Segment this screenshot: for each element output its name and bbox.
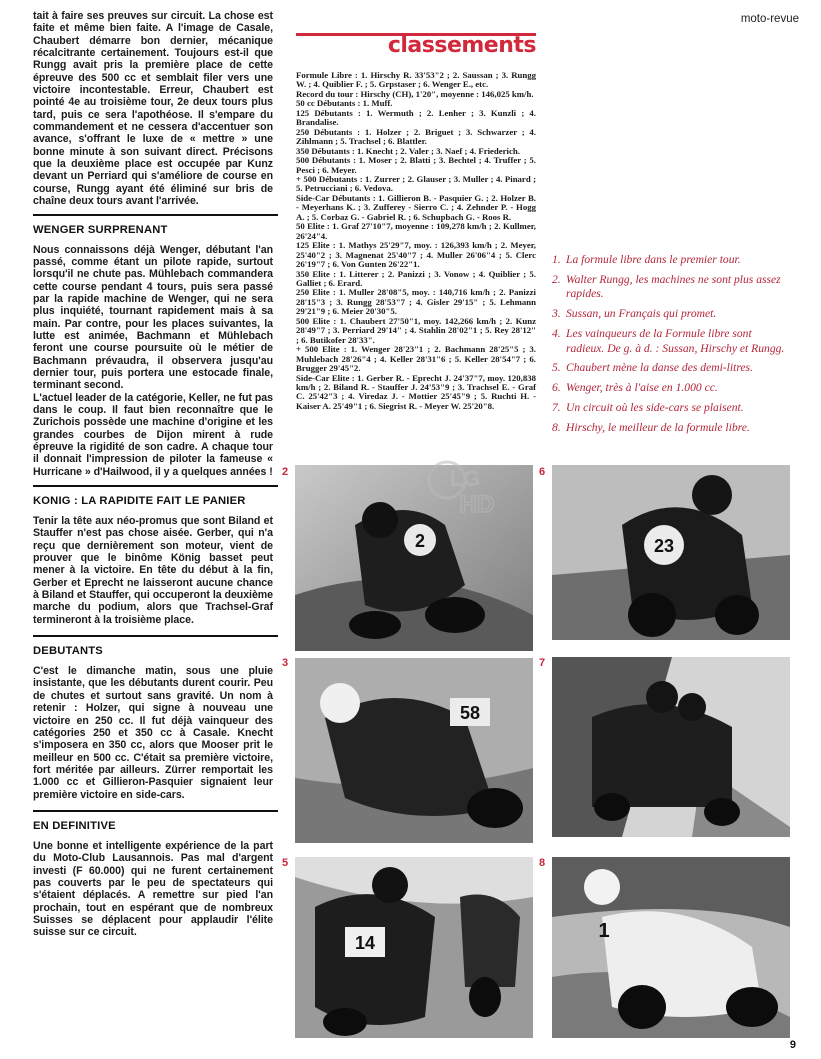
photo-number: 2 (282, 466, 289, 478)
caption-text: Hirschy, le meilleur de la formule libre. (566, 421, 750, 435)
watermark-graphic (425, 458, 505, 516)
section-paragraph: Une bonne et intelligente expérience de la part du Moto-Club Lausannois. Pas mal d'argent investi (F 60.000) qui ne furent certainement pas couverts par le peu de spectateurs qui s'étaient déplacés. A remettre sur pied l'an prochain, tout en espérant que de nombreux Suisses se déplacent pour applaudir l'élite suisse sur ce circuit. (33, 839, 273, 939)
caption-text: Un circuit où les side-cars se plaisent. (566, 401, 744, 415)
page-number: 9 (789, 1039, 796, 1051)
photo-image (295, 658, 533, 843)
caption-text: Les vainqueurs de la Formule libre sont radieux. De g. à d. : Sussan, Hirschy et Rungg. (566, 327, 785, 355)
photo-image (552, 465, 790, 640)
caption-text: Sussan, un Français qui promet. (566, 307, 717, 321)
caption-item (552, 401, 787, 415)
photo-group-5 (295, 857, 533, 1038)
classements-title: classements (387, 33, 536, 58)
photo-rider-3 (295, 658, 533, 843)
section-title: EN DEFINITIVE (33, 819, 116, 832)
race-number: 2 (414, 531, 426, 551)
result-entry: Record du tour : Hirschy (CH), 1'20", moyenne : 146,025 km/h. (296, 88, 534, 99)
caption-text: La formule libre dans le premier tour. (566, 253, 741, 266)
caption-number: 4. (552, 327, 561, 341)
intro-paragraph: tait à faire ses preuves sur circuit. La chose est faite et même bien faite. A l'image de Casale, Chaubert démarre bon dernier, mécanique récalcitrante certainement. Toujours est-il que Rungg avait pris la première place de cette épreuve des 500 cc et semblait filer vers une victoire incontestable. Erreur, Chaubert est pointé 4e au troisième tour, 2e deux tours plus tard, puis ce sera l'apothéose. Il s'empare du commandement et ne cessera d'accentuer son avance, s'offrant le luxe de « mettre » une bonne minute à son suivant direct. Précisons que la deuxième place est occupée par Kunz devant un Perriard qui s'améliore de course en course, Rungg ayant été éliminé sur bris de chaîne deux tours avant l'arrivée. (33, 10, 273, 208)
caption-item (552, 361, 787, 375)
result-entry: 125 Débutants : 1. Wermuth ; 2. Lenher ; 3. Kunzli ; 4. Brandalise. (296, 107, 536, 128)
caption-number: 7. (552, 401, 561, 415)
result-entry: 500 Débutants : 1. Moser ; 2. Blatti ; 3. Bechtel ; 4. Truffer ; 5. Pesci ; 6. Meyer. (296, 155, 536, 175)
photo-rider-6 (552, 465, 790, 640)
race-number: 1 (598, 920, 610, 942)
section-divider (33, 635, 278, 637)
section-divider (33, 810, 278, 812)
result-entry: Side-Car Débutants : 1. Gillieron B. - Pasquier G. ; 2. Holzer B. - Meyerhans K. ; 3. Zufferey - Sierro C. ; 4. Zehnder P. - Hogg A. ; 5. Corbaz G. - Gabriel R. ; 6. Schupbach G. - Roos R. (296, 192, 536, 222)
section-title: WENGER SURPRENANT (33, 223, 168, 236)
caption-number: 6. (552, 381, 561, 395)
magazine-name: moto-revue (740, 13, 799, 25)
article-column (33, 10, 273, 939)
result-entry: 50 cc Débutants : 1. Muff. (296, 98, 393, 109)
section-paragraph: Nous connaissons déjà Wenger, débutant l'an passé, comme étant un pilote rapide, surtout lorsqu'il ne chute pas. Mühlebach commandera cette course pendant 4 tours, puis sera passé par la rapide machine de Wenger, qui ne sera plus inquiété, tournant rapidement mais à sa main. Par contre, pour les places suivantes, la lutte est animée, Bachmann et Mühlebach feront une course poursuite où le métier de Bachmann prévaudra, il observera jusqu'au dernier tour, puis portera une estocade finale, terminant second. (33, 243, 273, 392)
photo-number: 6 (539, 466, 546, 478)
caption-text: Wenger, très à l'aise en 1.000 cc. (566, 381, 718, 395)
result-entry: 250 Elite : 1. Muller 28'08"5, moy. : 140,716 km/h ; 2. Panizzi 28'15"3 ; 3. Rungg 28'53"7 ; 4. Gisler 29'15" ; 5. Lehmann 29'21"9 ; 6. Meier 20'30"5. (296, 287, 536, 317)
photo-captions (552, 253, 787, 441)
watermark-logo (425, 458, 505, 516)
result-entry: 350 Elite : 1. Litterer ; 2. Panizzi ; 3. Vonow ; 4. Quiblier ; 5. Galliet ; 6. Erard. (296, 268, 536, 288)
classements-header (296, 33, 536, 58)
results-list (296, 71, 536, 411)
result-entry: Formule Libre : 1. Hirschy R. 33'53"2 ; 2. Saussan ; 3. Rungg W. ; 4. Quiblier F. ; 5. Grpstaser ; 6. Wenger E., etc. (296, 70, 536, 90)
section-paragraph: C'est le dimanche matin, sous une pluie insistante, que les débutants durent courir. Peu de chutes et surtout sans gravité. Un nom à retenir : Holzer, qui signe à nouveau une victoire en 250 cc. Il fut déjà vainqueur des catégories 250 et 350 cc à Casale. Knecht s'imposera en 350 cc, alors que Mooser prit le meilleur en 500 cc. C'était sa première victoire, fort méritée par ailleurs. Zürrer remportait les 1.000 cc et Gillieron-Pasquier signaient leur première victoire en side-cars. (33, 665, 273, 801)
caption-number: 5. (552, 361, 561, 375)
section-divider (33, 485, 278, 487)
race-number: 58 (459, 703, 481, 723)
caption-item (552, 273, 787, 302)
caption-number: 3. (552, 307, 561, 321)
caption-item (552, 421, 787, 435)
result-entry: 125 Elite : 1. Mathys 25'29"7, moy. : 126,393 km/h ; 2. Meyer, 25'40"2 ; 3. Magnenat 25'40"7 ; 4. Muller 26'06"4 ; 5. Clerc 26'19"7 ; 6. Von Gunten 26'22"1. (296, 240, 536, 270)
section-title: KONIG : LA RAPIDITE FAIT LE PANIER (33, 495, 246, 508)
photo-image (552, 857, 790, 1038)
photo-number: 7 (539, 657, 546, 669)
result-entry: 50 Elite : 1. Graf 27'10"7, moyenne : 109,278 km/h ; 2. Kullmer, 26'24"4. (296, 221, 536, 241)
caption-item (552, 327, 787, 356)
photo-number: 8 (539, 857, 546, 869)
result-entry: + 500 Elite : 1. Wenger 28'23"1 ; 2. Bachmann 28'25"5 ; 3. Muhlebach 28'26"4 ; 4. Keller 28'31"6 ; 5. Keller 28'54"7 ; 6. Brugger 29'45"2. (296, 344, 536, 374)
watermark-line2: HD (459, 491, 495, 516)
result-entry: Side-Car Elite : 1. Gerber R. - Eprecht J. 24'37"7, moy. 120,838 km/h ; 2. Biland R. - Stauffer J. 24'53"9 ; 3. Trachsel E. - Graf C. 25'42"3 ; 4. Viredaz J. - Mottier 25'45"9 ; 5. Ruchti H. - Kaiser A. 25'49"1 ; 6. Siegrist R. - Meyer W. 25'20"8. (296, 372, 536, 411)
race-number: 14 (354, 933, 376, 953)
caption-text: Chaubert mène la danse des demi-litres. (566, 361, 753, 375)
caption-item (552, 381, 787, 395)
caption-text: Walter Rungg, les machines ne sont plus assez rapides. (566, 272, 781, 301)
section-divider (33, 214, 278, 216)
result-entry: + 500 Débutants : 1. Zurrer ; 2. Glauser ; 3. Muller ; 4. Pinard ; 5. Petrucciani ; 6. Vedova. (296, 173, 536, 194)
photo-image (552, 657, 790, 837)
caption-item (552, 253, 787, 267)
section-title: DEBUTANTS (33, 645, 103, 658)
watermark-line1: LG (449, 466, 481, 491)
result-entry: 350 Débutants : 1. Knecht ; 2. Valer ; 3. Naef ; 4. Friederich. (296, 145, 520, 156)
photo-image (295, 857, 533, 1038)
result-entry: 500 Elite : 1. Chaubert 27'50"1, moy. 142,266 km/h ; 2. Kunz 28'49"7 ; 3. Perriard 29'14" ; 4. Stahlin 28'02"1 ; 5. Rey 28'12" ; 6. Butikofer 28'33". (296, 315, 536, 345)
caption-number: 8. (552, 421, 561, 435)
caption-number: 2. (552, 272, 561, 286)
photo-rider-8 (552, 857, 790, 1038)
photo-number: 3 (282, 657, 289, 669)
race-number: 23 (653, 536, 675, 556)
caption-item (552, 307, 787, 321)
photo-sidecar-7 (552, 657, 790, 837)
photo-number: 5 (282, 857, 289, 869)
section-paragraph: Tenir la tête aux néo-promus que sont Biland et Stauffer n'est pas chose aisée. Gerber, qui n'a reçu que dernièrement son moteur, vient de prouver que le binôme König basset peut mener à la victoire. En tête du début à la fin, Gerber et Eprecht ne laisseront aucune chance à Biland et Stauffer, qui occuperont la deuxième marche du podium, alors que Trachsel-Graf termineront à la troisième place. (33, 515, 273, 626)
caption-number: 1. (552, 253, 561, 266)
section-paragraph: L'actuel leader de la catégorie, Keller, ne fut pas dans le coup. Il faut bien reconnaître que le Zurichois possède une machine d'origine et les grandes courbes de Dijon mirent à rude épreuve la rigidité de son cadre. A chaque tour il donnait l'impression de piloter la fameuse « Hurricane » d'Hailwood, il y a quelques années ! (33, 391, 273, 478)
result-entry: 250 Débutants : 1. Holzer ; 2. Briguet ; 3. Schwarzer ; 4. Zihlmann ; 5. Trachsel ; 6. Blattler. (296, 126, 536, 147)
